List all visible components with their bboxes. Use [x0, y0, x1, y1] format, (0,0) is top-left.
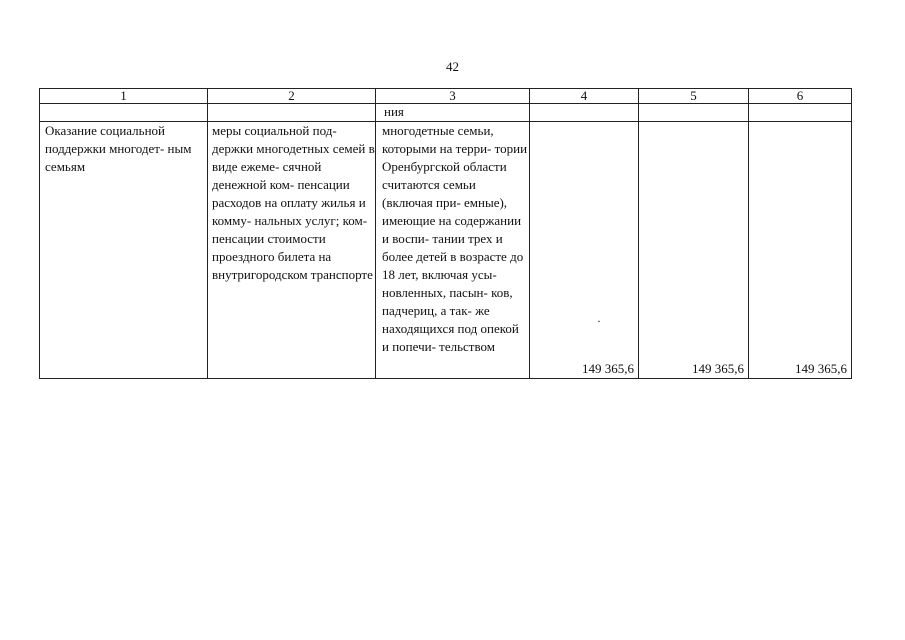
page-number: 42	[446, 59, 459, 74]
header-row	[40, 89, 852, 104]
header-cell-4: 4	[530, 89, 639, 104]
header-cell-5: 5	[639, 89, 749, 104]
amount-6: 149 365,6	[795, 361, 847, 376]
stray-dot-mark: ·	[597, 314, 601, 328]
cell-support-measure	[208, 122, 376, 379]
recipients-text: многодетные семьи, которыми на терри- тории Оренбургской области считаются семьи (включая при- емные), имеющие на содержании и воспи- тании трех и более детей в возрасте до 18 лет, включая усы- новленных, пасын- ков, падчериц, а так- же находящихся под опекой и попечи- тельством	[382, 123, 528, 354]
cell-recipients	[376, 122, 530, 379]
table-row	[40, 122, 852, 379]
amount-4: 149 365,6	[582, 361, 634, 376]
cont-cell-4	[530, 104, 639, 122]
cont-cell-2	[208, 104, 376, 122]
cell-amount-4	[530, 122, 639, 379]
header-cell-1: 1	[40, 89, 208, 104]
support-measure-text: меры социальной под- держки многодетных семей в виде ежеме- сячной денежной ком- пенсации расходов на оплату жилья и комму- нальных услуг; ком- пенсации стоимости проездного билета на внутригородском транспорте	[212, 123, 375, 282]
cell-amount-6	[749, 122, 852, 379]
cont-cell-5	[639, 104, 749, 122]
data-table	[39, 88, 852, 379]
header-cell-3: 3	[376, 89, 530, 104]
header-cell-6: 6	[749, 89, 852, 104]
cell-service-name	[40, 122, 208, 379]
cont-cell-6	[749, 104, 852, 122]
continuation-row	[40, 104, 852, 122]
amount-5: 149 365,6	[692, 361, 744, 376]
cell-amount-5	[639, 122, 749, 379]
cont-cell-1	[40, 104, 208, 122]
cont-cell-3: ния	[376, 104, 530, 122]
service-name-text: Оказание социальной поддержки многодет- ным семьям	[45, 123, 192, 174]
header-cell-2: 2	[208, 89, 376, 104]
